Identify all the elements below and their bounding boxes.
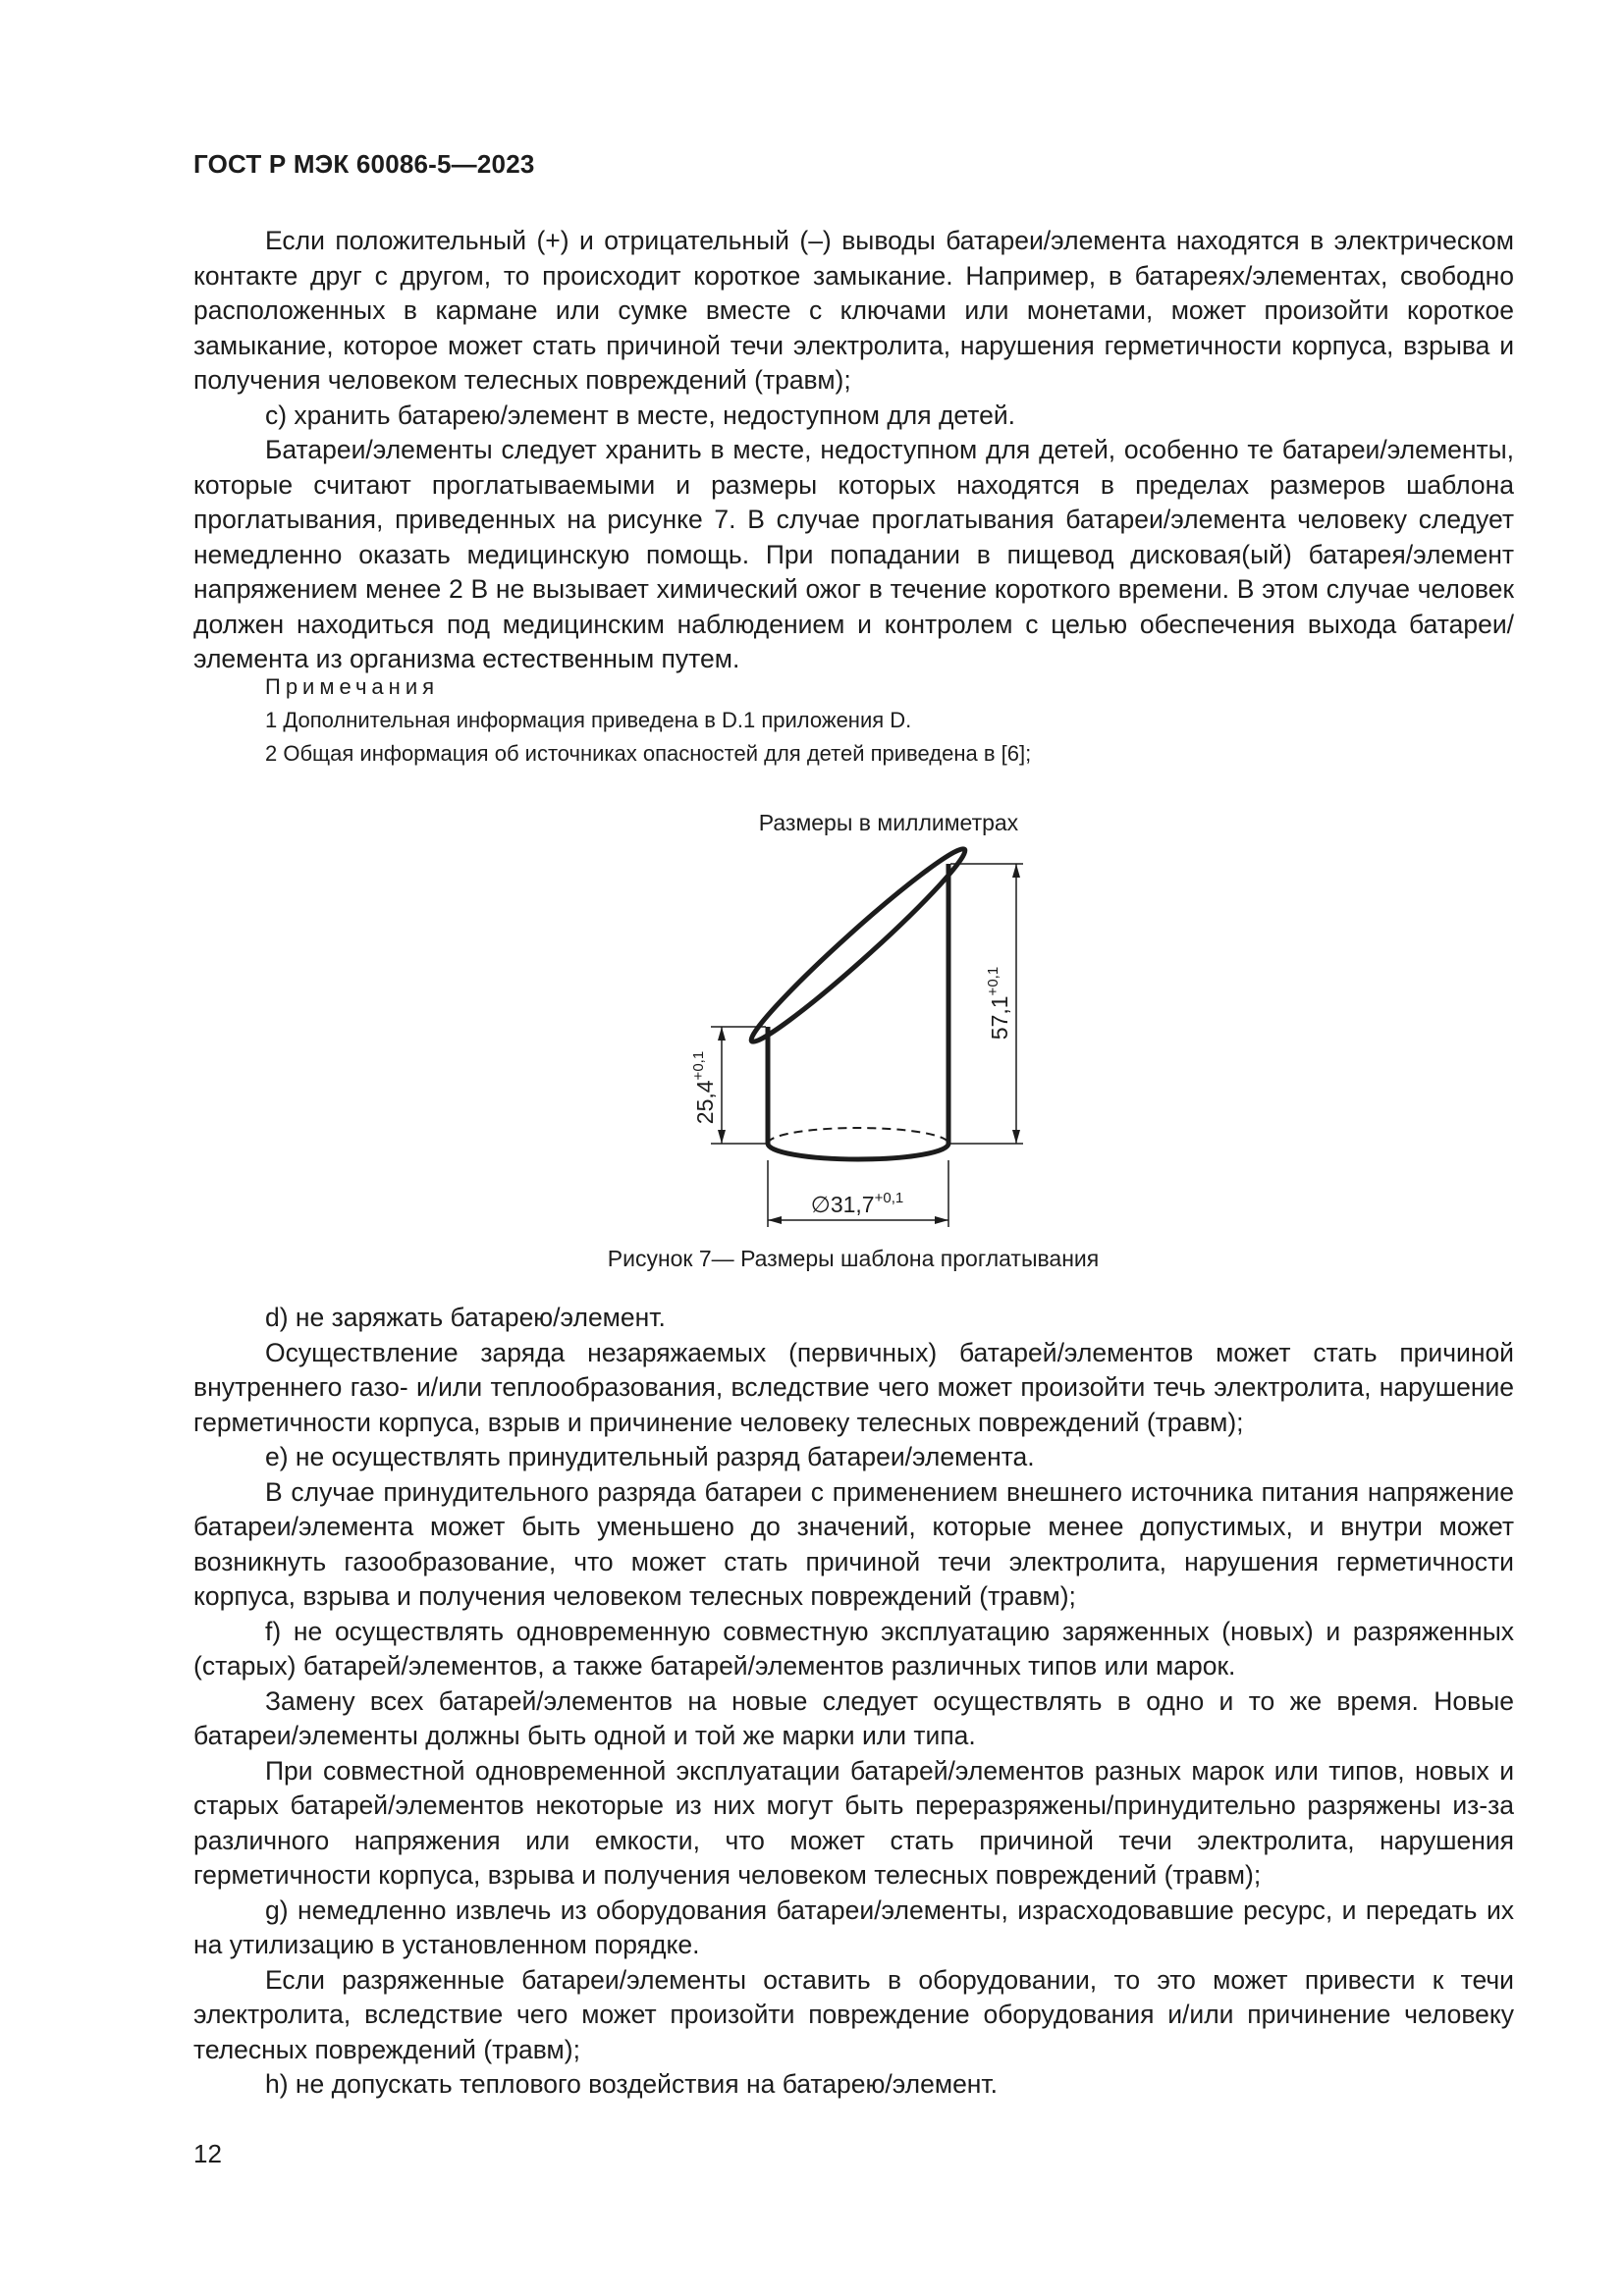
figure-units-caption: Размеры в миллиметрах — [758, 810, 1019, 835]
section-2 — [193, 1301, 1514, 2103]
list-item-g: g) немедленно извлечь из оборудования батареи/элементы, израсходовавшие ресурс, и передать их на утилизацию в установленном порядке. — [193, 1895, 1514, 1959]
notes-title: Примечания — [265, 674, 440, 699]
diameter-tolerance: +0,1 — [874, 1190, 904, 1206]
slanted-top-ellipse — [742, 839, 974, 1051]
page-number: 12 — [193, 2139, 222, 2168]
paragraph: Замену всех батарей/элементов на новые следует осуществлять в одно и то же время. Новые батареи/элементы должны быть одной и той же марки или типа. — [193, 1685, 1514, 1750]
note-item: 1 Дополнительная информация приведена в D.1 приложения D. — [265, 708, 912, 732]
height-short-tolerance: +0,1 — [690, 1050, 707, 1081]
section-1 — [193, 224, 1514, 677]
paragraph: В случае принудительного разряда батареи с применением внешнего источника питания напряжение батареи/элемента может быть уменьшено до значений, которые менее допустимых, и внутри может возникнуть газообразование, что может стать причиной течи электролита, нарушения герметичности корпуса, взрыва и получения человеком телесных повреждений (травм); — [193, 1476, 1514, 1611]
svg-text:57,1+0,1 — [985, 967, 1012, 1040]
diameter-label: ∅31,7 — [810, 1192, 875, 1217]
svg-text:25,4+0,1 — [690, 1051, 718, 1124]
document-header: ГОСТ Р МЭК 60086-5—2023 — [193, 149, 535, 179]
height-tall-tolerance: +0,1 — [985, 966, 1001, 996]
note-item: 2 Общая информация об источниках опасностей для детей приведена в [6]; — [265, 741, 1032, 766]
list-item-f: f) не осуществлять одновременную совместную эксплуатацию заряженных (новых) и разряженных (старых) батарей/элементов, а также батарей/элементов различных типов или марок. — [193, 1616, 1514, 1681]
paragraph: Если разряженные батареи/элементы оставить в оборудовании, то это может привести к течи электролита, вследствие чего может произойти повреждение оборудования и/или причинение человеку телесных повреждений (травм); — [193, 1964, 1514, 2064]
height-short-label: 25,4 — [692, 1080, 718, 1125]
figure-caption: Рисунок 7— Размеры шаблона проглатывания — [607, 1246, 1100, 1271]
height-tall-label: 57,1 — [987, 995, 1012, 1041]
base-ellipse-back — [768, 1128, 948, 1144]
list-item-e: e) не осуществлять принудительный разряд батареи/элемента. — [265, 1442, 1035, 1471]
paragraph: Если положительный (+) и отрицательный (–) выводы батареи/элемента находятся в электрическом контакте друг с другом, то происходит короткое замыкание. Например, в батареях/элементах, свободно расположенных в кармане или сумке вместе с ключами или монетами, может произойти короткое замыкание, которое может стать причиной течи электролита, нарушения герметичности корпуса, взрыва и получения человеком телесных повреждений (травм); — [193, 226, 1514, 395]
list-item-h: h) не допускать теплового воздействия на батарею/элемент. — [265, 2069, 998, 2099]
paragraph: При совместной одновременной эксплуатации батарей/элементов разных марок или типов, новых и старых батарей/элементов некоторые из них могут быть переразряжены/принудительно разряжены из-за различного напряжения или емкости, что может стать причиной течи электролита, нарушения герметичности корпуса, взрыва и получения человеком телесных повреждений (травм); — [193, 1755, 1514, 1890]
notes-block — [265, 670, 1512, 771]
list-item-c: c) хранить батарею/элемент в месте, недоступном для детей. — [265, 400, 1016, 430]
swallow-template-figure — [668, 844, 1012, 1237]
list-item-d: d) не заряжать батарею/элемент. — [265, 1303, 666, 1332]
base-ellipse-front — [768, 1144, 948, 1159]
paragraph: Осуществление заряда незаряжаемых (первичных) батарей/элементов может стать причиной внутреннего газо- и/или теплообразования, вследствие чего может произойти течь электролита, нарушение герметичности корпуса, взрыв и причинение человеку телесных повреждений (травм); — [193, 1337, 1514, 1437]
svg-text:∅31,7+0,1 — [811, 1190, 903, 1217]
paragraph: Батареи/элементы следует хранить в месте, недоступном для детей, особенно те батареи/элементы, которые считают проглатываемыми и размеры которых находятся в пределах размеров шаблона проглатывания, приведенных на рисунке 7. В случае проглатывания батареи/элемента человеку следует немедленно оказать медицинскую помощь. При попадании в пищевод дисковая(ый) батарея/элемент напряжением менее 2 В не вызывает химический ожог в течение короткого времени. В этом случае человек должен находиться под медицинским наблюдением и контролем с целью обеспечения выхода батареи/элемента из организма естественным путем. — [193, 435, 1514, 673]
